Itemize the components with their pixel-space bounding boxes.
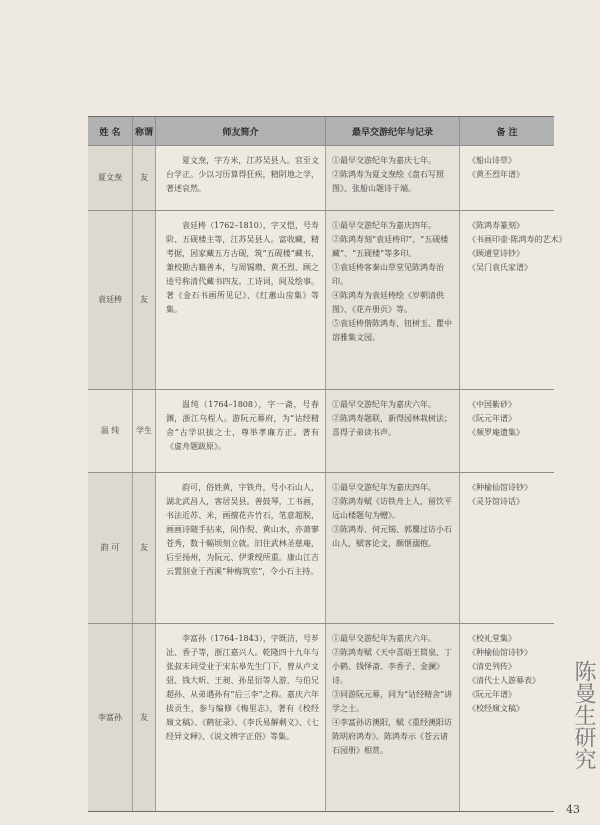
table-row <box>88 472 554 623</box>
note-line: 《黄丕烈年谱》 <box>468 170 524 179</box>
cell-notes <box>460 624 554 811</box>
cell-notes <box>460 473 554 623</box>
table-row <box>88 389 554 472</box>
record-line: ②陈鸿寿为夏文焘绘《盘石写照图》、张船山题诗于端。 <box>332 170 444 193</box>
record-line: ①最早交游纪年为嘉庆六年。 <box>332 400 436 409</box>
cell-notes <box>460 211 567 389</box>
cell-title: 友 <box>133 211 156 389</box>
friends-table <box>88 116 567 812</box>
note-line: 《中国紫砂》 <box>468 400 516 409</box>
record-line: ②陈鸿寿题联，新得园林栽树法；喜得子弟读书声。 <box>332 414 452 437</box>
note-line: 《种榆仙馆诗钞》 <box>468 648 532 657</box>
cell-title: 友 <box>133 473 156 623</box>
note-line: 《吴门袁氏家谱》 <box>468 263 532 272</box>
note-line: 《陈鸿寿篆刻》 <box>468 221 524 230</box>
header-records: 最早交游纪年与记录 <box>326 117 460 145</box>
cell-name: 李富孙 <box>88 624 133 811</box>
cell-name: 温 纯 <box>88 390 133 472</box>
note-line: 《校经庼文稿》 <box>468 704 524 713</box>
page-number: 43 <box>566 803 580 816</box>
note-line: 《阮元年谱》 <box>468 690 516 699</box>
header-title: 称谓 <box>133 117 156 145</box>
cell-name: 韵 可 <box>88 473 133 623</box>
note-line: 《清史列传》 <box>468 662 516 671</box>
note-line: 《清代士人游幕表》 <box>468 676 540 685</box>
note-line: 《书画印壶·陈鸿寿的艺术》 <box>468 235 567 244</box>
header-notes: 备 注 <box>496 127 518 138</box>
cell-bio: 袁廷梼（1762–1810），字又恺，号寿阶、五砚楼主等，江苏吴县人。富收藏，精考据，因家藏五方古砚，筑“五砚楼”藏书，兼校勘古籍善本，与周锡瓒、黄丕烈、顾之逵号称清代藏书四友。工诗词，间及绘事。著《金石书画所见记》、《红蕙山房集》等集。 <box>156 211 326 389</box>
record-line: ①最早交游纪年为嘉庆四年。 <box>332 221 436 230</box>
cell-title: 学生 <box>133 390 156 472</box>
table-row <box>88 145 554 210</box>
cell-records <box>326 146 460 210</box>
cell-name: 袁廷梼 <box>88 211 133 389</box>
record-line: ①最早交游纪年为嘉庆七年。 <box>332 156 436 165</box>
cell-records <box>326 473 460 623</box>
record-line: ②陈鸿寿刻“袁廷梼印”、“五砚楼藏”、“五砚楼”等多印。 <box>332 235 449 258</box>
cell-bio: 韵可，俗姓黄，字铁舟，号小石山人，湖北武昌人，客居吴县。善鼓琴，工书画，书法近苏、米，画擅花卉竹石，笔意超脱，画画诗随手拈来，间作倪、黄山水，亦萧寥苍秀，数十幅顷刻立就。旧住武林圣慈庵，后至扬州，为阮元、伊秉绶所重。康山江吉云置别业于西溪“种梅筑室”，令小石主持。 <box>156 473 326 623</box>
record-line: ④李富孙访澳阳，赋《重经澳阳访陈明府鸿寿》。陈鸿寿示《苍云诸石园册》相赏。 <box>332 718 452 755</box>
record-line: ①最早交游纪年为嘉庆四年。 <box>332 483 436 492</box>
table-row <box>88 210 567 389</box>
record-line: ③陈鸿寿、何元锡、郭麐过访小石山人，赋客论文，颇惬溺抱。 <box>332 525 452 548</box>
cell-records <box>326 390 460 472</box>
cell-records <box>326 624 460 811</box>
record-line: ③袁廷梼客秦山草堂见陈鸿寿治印。 <box>332 263 444 286</box>
note-line: 《船山诗草》 <box>468 156 516 165</box>
cell-notes <box>460 146 554 210</box>
record-line: ②陈鸿寿赋《天中喜晤王简泉、丁小鹤、钱怿斋、李香子、金澜》诗。 <box>332 648 452 685</box>
cell-records <box>326 211 460 389</box>
cell-title: 友 <box>133 146 156 210</box>
record-line: ②陈鸿寿赋《访铁舟上人，留饮平远山楼题句为赠》。 <box>332 497 452 520</box>
header-bio: 师友简介 <box>156 117 326 145</box>
record-line: ④陈鸿寿为袁廷梼绘《岁朝清供图》、《花卉册页》等。 <box>332 291 444 314</box>
record-line: ①最早交游纪年为嘉庆六年。 <box>332 634 436 643</box>
note-line: 《灵芬馆诗话》 <box>468 497 524 506</box>
record-line: ③同游阮元幕，同为“诂经精舍”讲学之士。 <box>332 690 453 713</box>
note-line: 《频罗庵遗集》 <box>468 428 524 437</box>
record-line: ⑤袁廷梼偕陈鸿寿、钮树玉、瞿中溶雅集文园。 <box>332 319 452 342</box>
table-header <box>88 117 554 145</box>
cell-title: 友 <box>133 624 156 811</box>
cell-bio: 夏文焘，字方米，江苏吴县人。官至文台学正。少以习历算得狂疾，精阴地之学，著述哀然。 <box>156 146 326 210</box>
note-line: 《阮元年谱》 <box>468 414 516 423</box>
cell-notes <box>460 390 554 472</box>
note-line: 《校礼堂集》 <box>468 634 516 643</box>
cell-name: 夏文焘 <box>88 146 133 210</box>
calligraphy-title: 陈曼生研究 <box>571 660 596 770</box>
cell-bio: 温纯（1764–1808），字一斋，号春渊，浙江乌程人。游阮元幕府，为“诂经精舍”古学识拔之士，尊举孝廉方正。著有《虚舟题跋原》。 <box>156 390 326 472</box>
cell-bio: 李富孙（1764–1843），字既汸，号芗沚、香子等，浙江嘉兴人。乾隆四十九年与张叔未同受业于宋东皋先生门下，曾从卢文弨、钱大昕、王昶、孙星衍等人游，与伯兄超孙、从弟遇孙有“后三李”之称。嘉庆六年拔贡生，参与编修《梅里志》，著有《校经庼文稿》、《鹤征录》、《李氏易解剩义》、《七经异文释》、《说文辨字正俗》等集。 <box>156 624 326 811</box>
note-line: 《种榆仙馆诗钞》 <box>468 483 532 492</box>
header-name: 姓 名 <box>88 117 133 145</box>
note-line: 《顾逋堂诗钞》 <box>468 249 524 258</box>
table-row <box>88 623 554 811</box>
